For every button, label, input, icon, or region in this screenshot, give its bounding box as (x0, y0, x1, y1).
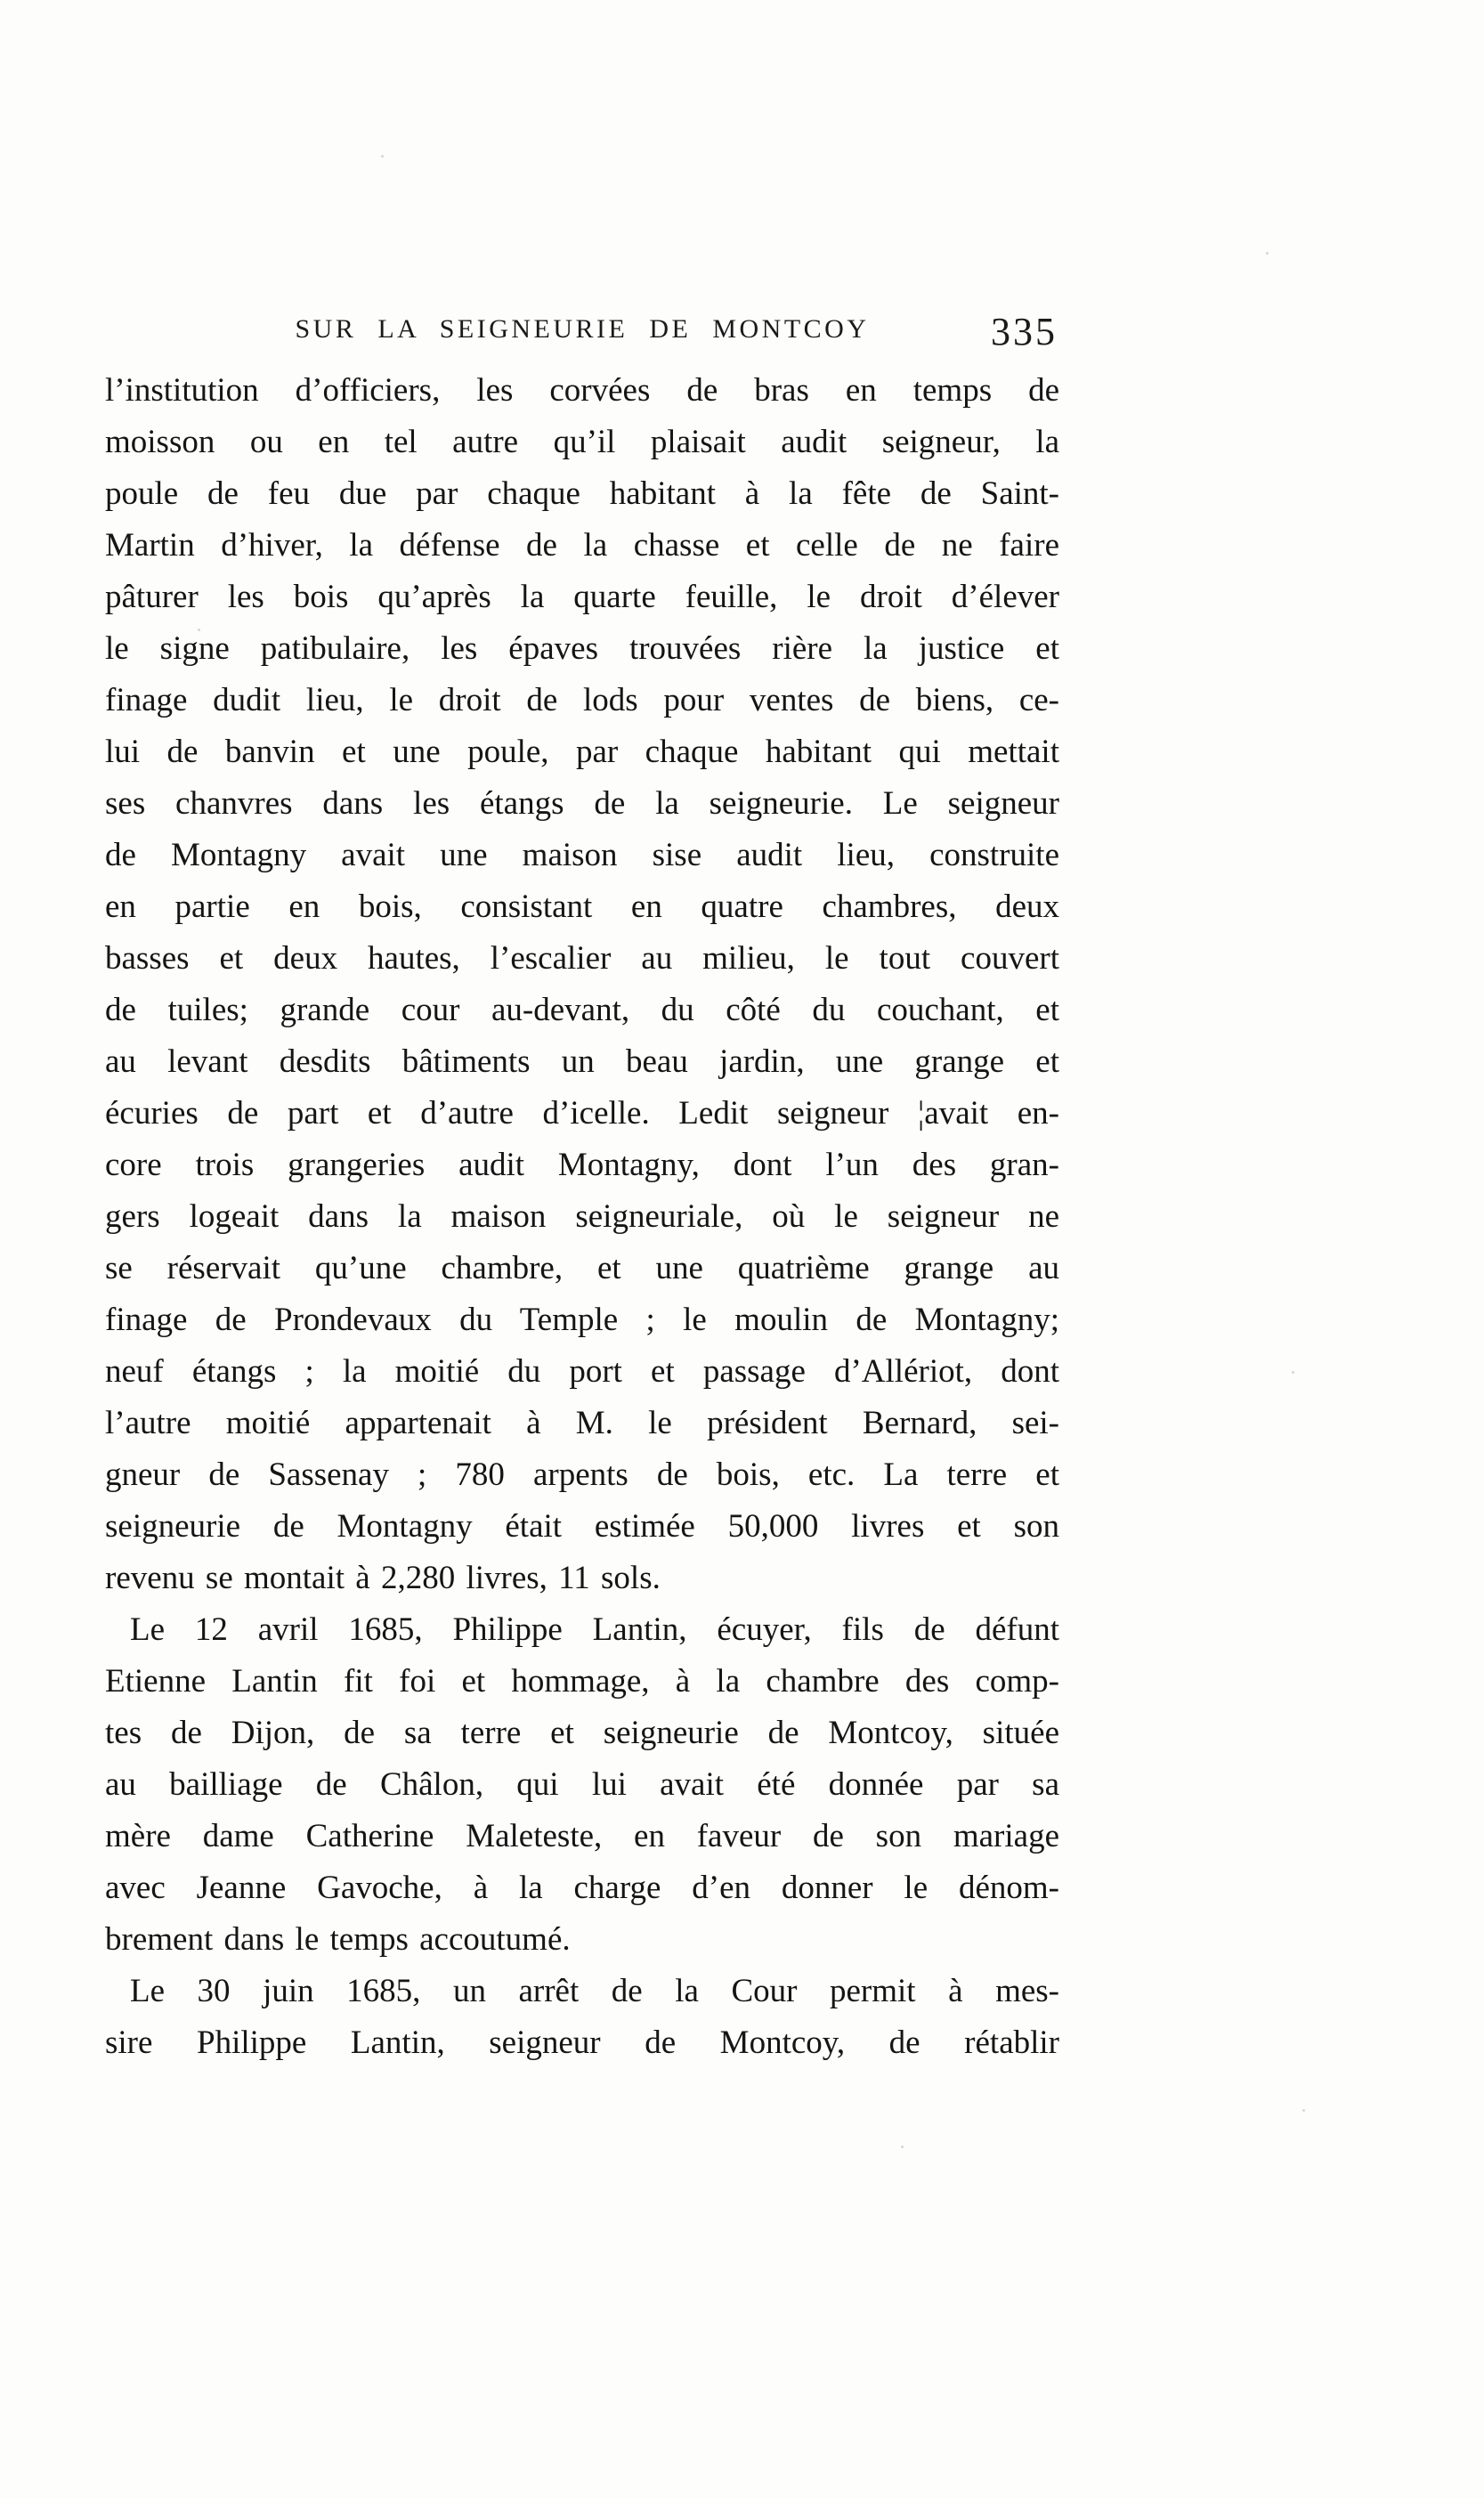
text-line: Martin d’hiver, la défense de la chasse et celle de ne faire (105, 527, 1059, 564)
text-line: Le 30 juin 1685, un arrêt de la Cour permit à mes- (130, 1973, 1059, 2009)
text-line: gers logeait dans la maison seigneuriale, où le seigneur ne (105, 1198, 1059, 1235)
text-line: poule de feu due par chaque habitant à la fête de Saint- (105, 475, 1059, 512)
text-line: de tuiles; grande cour au-devant, du côté du couchant, et (105, 992, 1059, 1028)
text-line: neuf étangs ; la moitié du port et passage d’Allériot, dont (105, 1353, 1059, 1390)
text-line: en partie en bois, consistant en quatre chambres, deux (105, 888, 1059, 925)
text-line: brement dans le temps accoutumé. (105, 1921, 571, 1958)
text-line: avec Jeanne Gavoche, à la charge d’en donner le dénom- (105, 1870, 1059, 1906)
text-line: le signe patibulaire, les épaves trouvées rière la justice et (105, 630, 1059, 667)
text-line: core trois grangeries audit Montagny, dont l’un des gran- (105, 1147, 1059, 1183)
text-line: sire Philippe Lantin, seigneur de Montcoy, de rétablir (105, 2024, 1059, 2061)
text-line: l’autre moitié appartenait à M. le président Bernard, sei- (105, 1405, 1059, 1441)
text-line: de Montagny avait une maison sise audit lieu, construite (105, 837, 1059, 873)
text-line: moisson ou en tel autre qu’il plaisait audit seigneur, la (105, 424, 1059, 460)
text-line: l’institution d’officiers, les corvées de bras en temps de (105, 372, 1059, 409)
text-line: lui de banvin et une poule, par chaque habitant qui mettait (105, 734, 1059, 770)
scan-speck (1292, 1371, 1294, 1374)
text-line: seigneurie de Montagny était estimée 50,000 livres et son (105, 1508, 1059, 1545)
scan-speck (1266, 252, 1269, 255)
text-line: au bailliage de Châlon, qui lui avait été donnée par sa (105, 1766, 1059, 1803)
text-line: mère dame Catherine Maleteste, en faveur de son mariage (105, 1818, 1059, 1854)
scan-speck (198, 629, 200, 631)
page-header (105, 296, 1059, 353)
text-line: revenu se montait à 2,280 livres, 11 sols. (105, 1560, 661, 1596)
scan-speck (1302, 2109, 1305, 2112)
running-title: SUR LA SEIGNEURIE DE MONTCOY (295, 314, 870, 344)
text-line: au levant desdits bâtiments un beau jardin, une grange et (105, 1043, 1059, 1080)
text-line: se réservait qu’une chambre, et une quatrième grange au (105, 1250, 1059, 1286)
text-line: Etienne Lantin fit foi et hommage, à la chambre des comp- (105, 1663, 1059, 1700)
text-line: pâturer les bois qu’après la quarte feuille, le droit d’élever (105, 579, 1059, 615)
page-text (105, 365, 1059, 2069)
page-number: 335 (991, 310, 1058, 353)
scan-speck (381, 155, 384, 158)
text-line: gneur de Sassenay ; 780 arpents de bois, etc. La terre et (105, 1456, 1059, 1493)
text-line: Le 12 avril 1685, Philippe Lantin, écuyer, fils de défunt (130, 1611, 1059, 1648)
text-line: basses et deux hautes, l’escalier au milieu, le tout couvert (105, 940, 1059, 977)
text-line: tes de Dijon, de sa terre et seigneurie de Montcoy, située (105, 1715, 1059, 1751)
text-line: finage de Prondevaux du Temple ; le moulin de Montagny; (105, 1302, 1059, 1338)
text-line: ses chanvres dans les étangs de la seigneurie. Le seigneur (105, 785, 1059, 822)
scan-speck (901, 2146, 904, 2148)
text-line: finage dudit lieu, le droit de lods pour ventes de biens, ce- (105, 682, 1059, 718)
text-line: écuries de part et d’autre d’icelle. Ledit seigneur ¦avait en- (105, 1095, 1059, 1132)
